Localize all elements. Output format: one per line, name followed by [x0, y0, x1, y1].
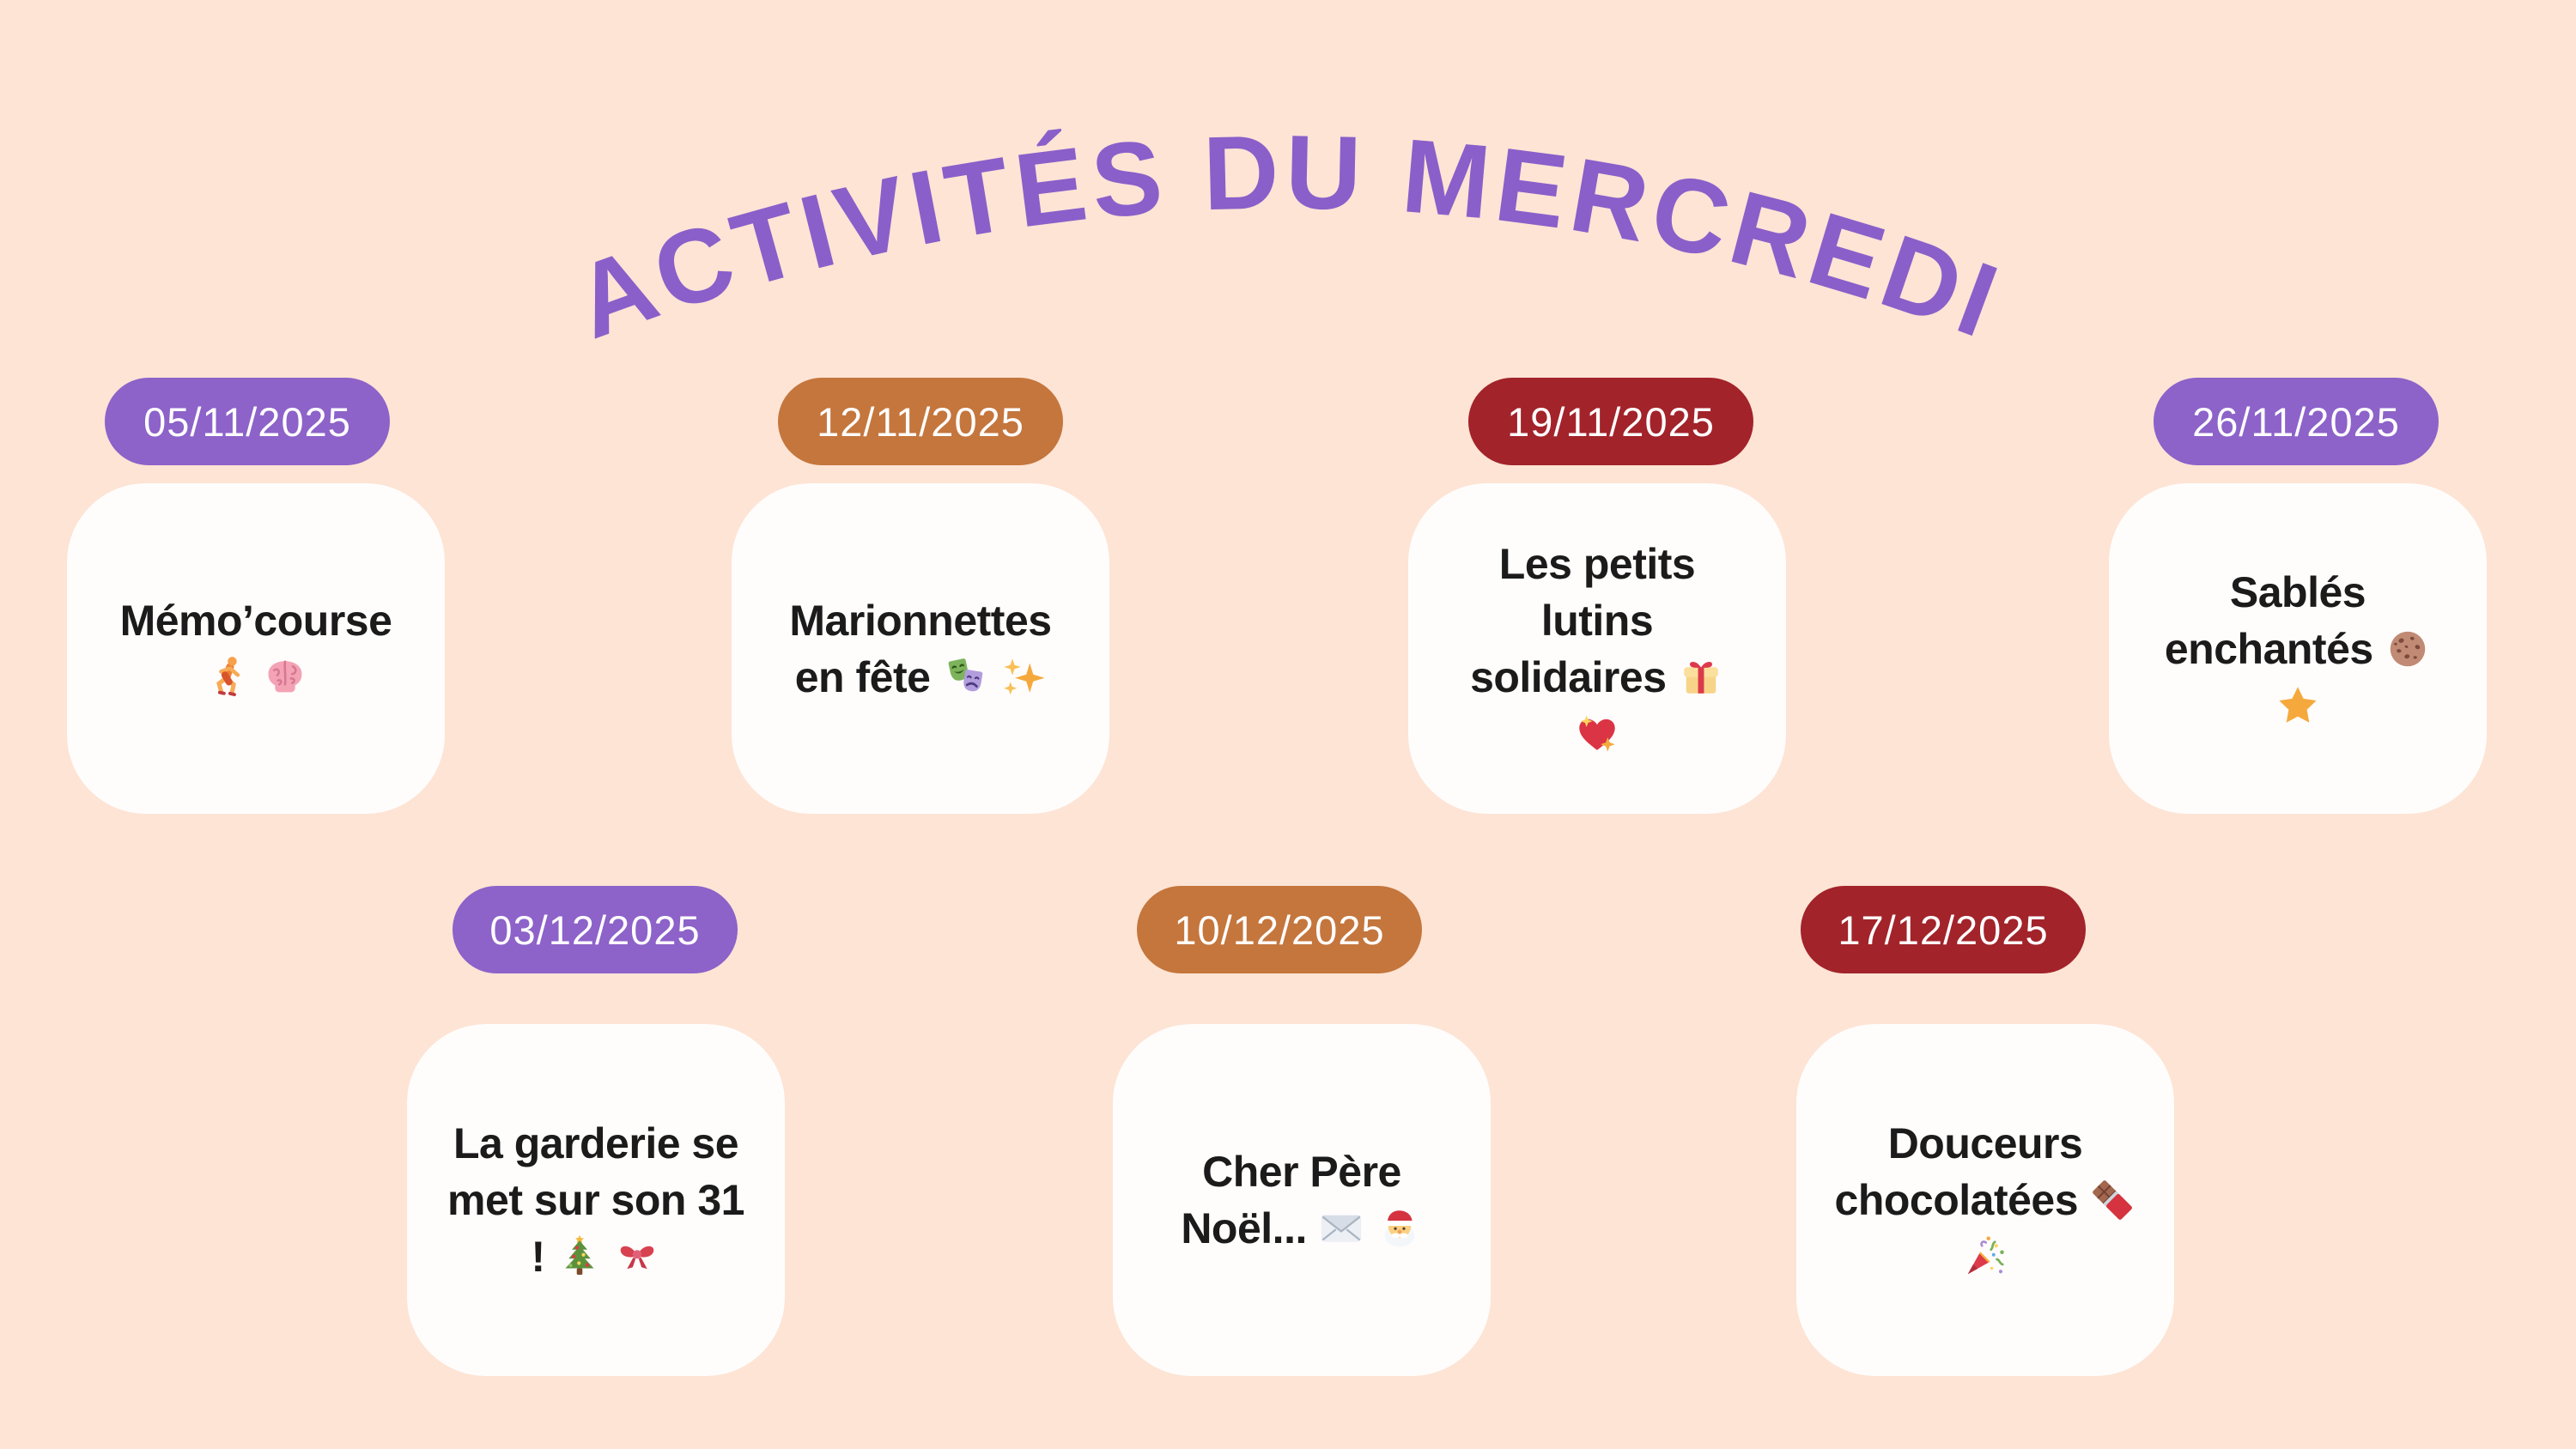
date-label: 05/11/2025 [143, 398, 351, 445]
date-badge [105, 378, 390, 465]
star-icon [2275, 682, 2321, 729]
date-badge [1468, 378, 1753, 465]
chocolate-bar-icon [2089, 1177, 2136, 1223]
activity-title: La garderie se met sur son 31 ! [447, 1119, 744, 1281]
activity-card [732, 483, 1109, 814]
date-label: 10/12/2025 [1174, 906, 1385, 953]
runner-icon [204, 654, 250, 700]
activity-text [1113, 1143, 1491, 1257]
date-label: 12/11/2025 [817, 398, 1024, 445]
activity-title: Cher Père Noël... [1181, 1148, 1401, 1252]
activity-card [67, 483, 445, 814]
gift-icon [1678, 654, 1724, 700]
page-title: ACTIVITÉS DU MERCREDI [560, 113, 2017, 361]
date-label: 19/11/2025 [1507, 398, 1715, 445]
activity-text [1796, 1115, 2174, 1285]
date-badge [453, 886, 738, 973]
date-label: 17/12/2025 [1838, 906, 2049, 953]
date-badge [2154, 378, 2439, 465]
date-label: 03/12/2025 [489, 906, 701, 953]
activity-card [1408, 483, 1786, 814]
ribbon-bow-icon [614, 1234, 660, 1280]
activity-card [2109, 483, 2487, 814]
party-popper-icon [1962, 1234, 2008, 1280]
sparkling-heart-icon [1574, 711, 1620, 757]
theater-masks-icon [942, 654, 988, 700]
date-label: 26/11/2025 [2192, 398, 2400, 445]
sparkles-icon [999, 654, 1046, 700]
brain-icon [262, 654, 308, 700]
activity-title: Les petits lutins solidaires [1470, 539, 1696, 701]
date-badge [1801, 886, 2086, 973]
activity-text [732, 592, 1109, 706]
activity-title: Mémo’course [119, 596, 392, 645]
christmas-tree-icon [556, 1234, 603, 1280]
activity-card [1113, 1024, 1491, 1376]
date-badge [778, 378, 1063, 465]
date-badge [1137, 886, 1422, 973]
activity-title: Sablés enchantés [2164, 567, 2373, 673]
activity-text [407, 1115, 785, 1285]
activity-text [2109, 564, 2487, 734]
activity-title: Douceurs chocolatées [1834, 1119, 2083, 1224]
activity-title: Marionnettes en fête [789, 596, 1052, 701]
activity-text [1408, 536, 1786, 762]
activity-card [1796, 1024, 2174, 1376]
activity-text [67, 592, 445, 706]
cookie-icon [2385, 626, 2431, 672]
svg-text:ACTIVITÉS DU MERCREDI [561, 113, 2016, 361]
activity-card [407, 1024, 785, 1376]
envelope-icon [1318, 1205, 1364, 1252]
santa-icon [1376, 1205, 1423, 1252]
